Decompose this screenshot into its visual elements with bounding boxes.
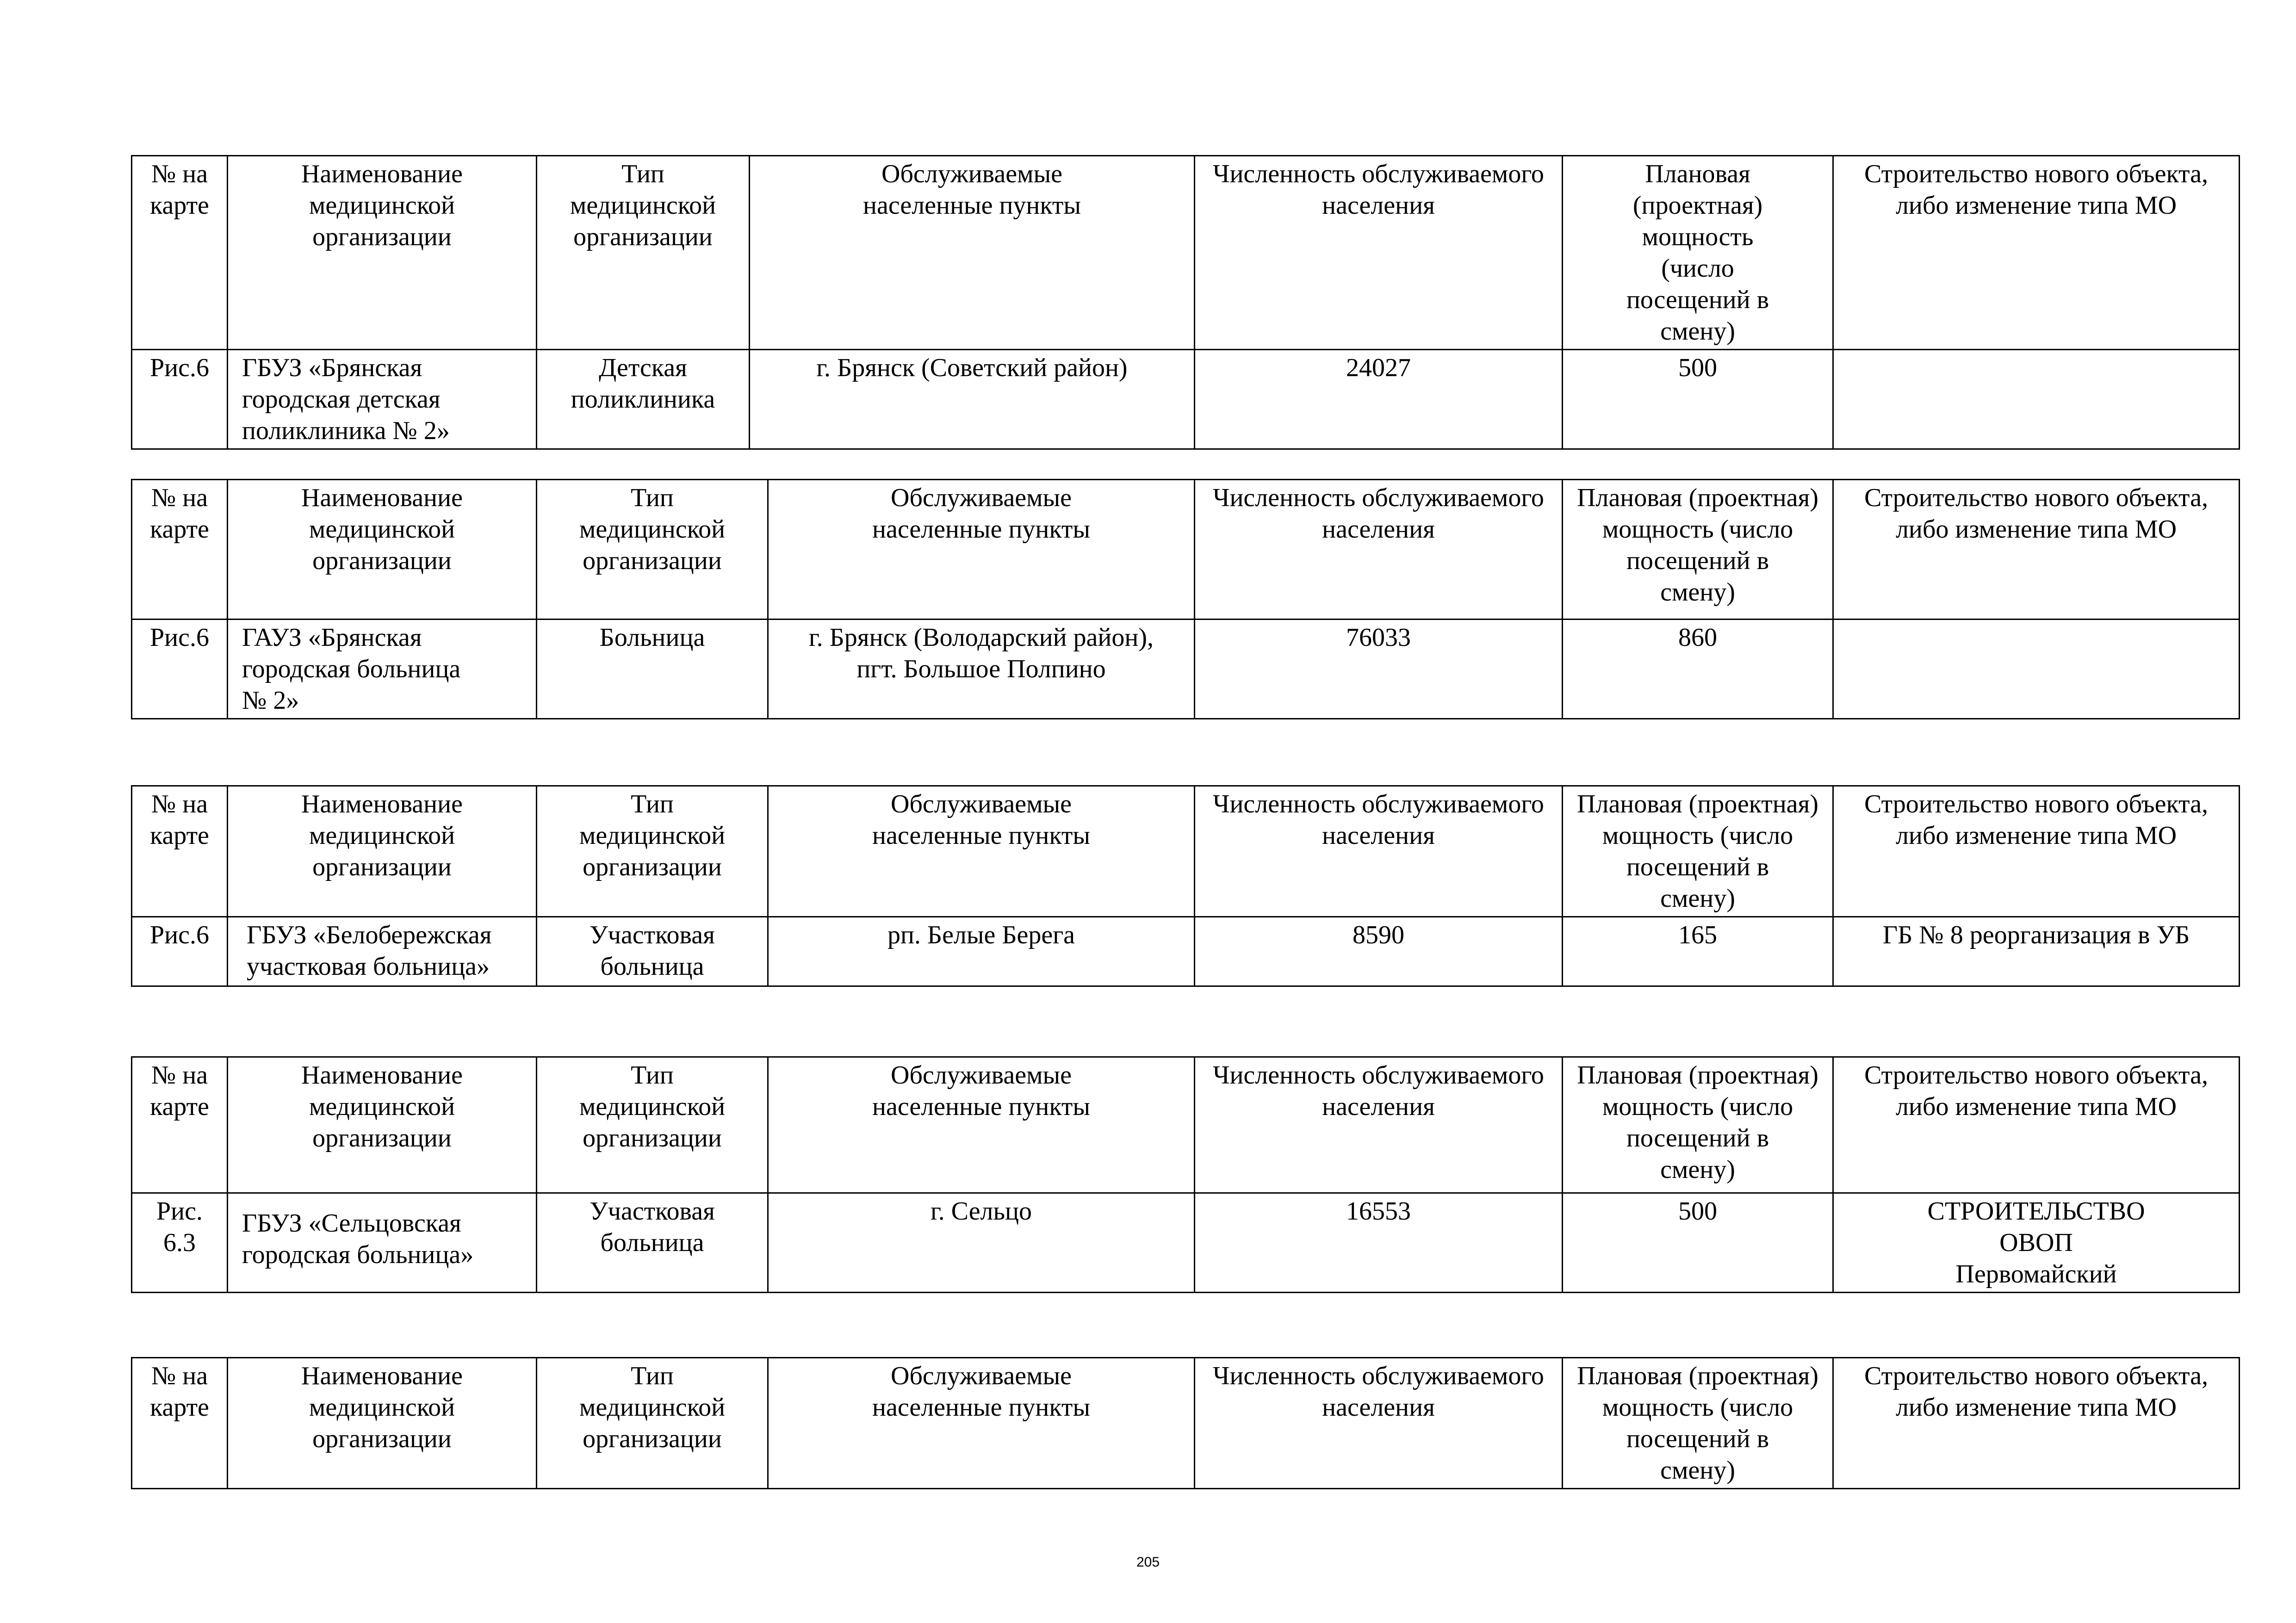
- cell-settlements: г. Сельцо: [768, 1193, 1195, 1293]
- header-capacity: [1563, 1358, 1833, 1489]
- cell-name: ГАУЗ «Брянская городская больница № 2»: [228, 619, 537, 719]
- header-capacity-line2: мощность (число посещений в смену): [1602, 821, 1793, 913]
- header-population-text: Численность обслуживаемого населения: [1213, 1362, 1544, 1422]
- cell-num: Рис. 6.3: [132, 1193, 228, 1293]
- header-num: № на карте: [132, 1057, 228, 1193]
- mo-table-1: [131, 155, 2240, 450]
- cell-settlements: рп. Белые Берега: [768, 917, 1195, 986]
- header-row: [132, 156, 2240, 350]
- header-type: Тип медицинской организации: [537, 480, 768, 619]
- page-number: 205: [1136, 1555, 1160, 1570]
- header-name: Наименование медицинской организации: [228, 480, 537, 619]
- header-construction: Строительство нового объекта, либо изменение типа МО: [1833, 156, 2240, 350]
- header-num: № на карте: [132, 1358, 228, 1489]
- cell-population: 16553: [1195, 1193, 1563, 1293]
- table-row: [132, 917, 2240, 986]
- cell-construction: [1833, 350, 2240, 449]
- header-population: [1195, 1057, 1563, 1193]
- mo-table-5: [131, 1357, 2240, 1489]
- header-type: Тип медицинской организации: [537, 786, 768, 917]
- header-name: Наименование медицинской организации: [228, 786, 537, 917]
- header-name: Наименование медицинской организации: [228, 156, 537, 350]
- table-row: [132, 619, 2240, 719]
- cell-type: Больница: [537, 619, 768, 719]
- cell-name: ГБУЗ «Белобережская участковая больница»: [228, 917, 537, 986]
- cell-population: 8590: [1195, 917, 1563, 986]
- cell-population: 76033: [1195, 619, 1563, 719]
- header-capacity-line1: Плановая (проектная): [1577, 483, 1818, 512]
- header-population: [1195, 156, 1563, 350]
- header-row: [132, 480, 2240, 619]
- header-population-text: Численность обслуживаемого населения: [1213, 160, 1544, 220]
- header-capacity-line2: мощность (число посещений в смену): [1602, 1092, 1793, 1184]
- cell-name: ГБУЗ «Брянская городская детская поликлиника № 2»: [228, 350, 537, 449]
- cell-capacity: 165: [1563, 917, 1833, 986]
- construction-line1: СТРОИТЕЛЬСТВО: [1927, 1197, 2145, 1226]
- construction-line2: ОВОП: [1999, 1228, 2073, 1257]
- cell-construction: ГБ № 8 реорганизация в УБ: [1833, 917, 2240, 986]
- mo-table-3: [131, 785, 2240, 987]
- cell-capacity: 500: [1563, 1193, 1833, 1293]
- header-population-text: Численность обслуживаемого населения: [1213, 483, 1544, 544]
- cell-settlements: г. Брянск (Советский район): [750, 350, 1195, 449]
- header-capacity: [1563, 786, 1833, 917]
- header-name: Наименование медицинской организации: [228, 1358, 537, 1489]
- header-construction: Строительство нового объекта, либо изменение типа МО: [1833, 1358, 2240, 1489]
- header-settlements: Обслуживаемые населенные пункты: [750, 156, 1195, 350]
- header-settlements: Обслуживаемые населенные пункты: [768, 786, 1195, 917]
- table-row: [132, 350, 2240, 449]
- header-type: Тип медицинской организации: [537, 1358, 768, 1489]
- header-num: № на карте: [132, 786, 228, 917]
- cell-type: Детская поликлиника: [537, 350, 750, 449]
- header-capacity-line1: Плановая (проектная): [1577, 1362, 1818, 1390]
- header-population: [1195, 786, 1563, 917]
- cell-construction: [1833, 619, 2240, 719]
- cell-population: 24027: [1195, 350, 1563, 449]
- mo-table-2: [131, 479, 2240, 719]
- header-population: [1195, 480, 1563, 619]
- header-num: № на карте: [132, 480, 228, 619]
- header-type: Тип медицинской организации: [537, 156, 750, 350]
- cell-settlements: г. Брянск (Володарский район), пгт. Большое Полпино: [768, 619, 1195, 719]
- header-row: [132, 1358, 2240, 1489]
- header-capacity-line2: мощность (число посещений в смену): [1602, 515, 1793, 607]
- header-construction: Строительство нового объекта, либо изменение типа МО: [1833, 480, 2240, 619]
- mo-table-4: [131, 1056, 2240, 1293]
- cell-construction: [1833, 1193, 2240, 1293]
- header-num: № на карте: [132, 156, 228, 350]
- header-population: [1195, 1358, 1563, 1489]
- header-construction: Строительство нового объекта, либо изменение типа МО: [1833, 786, 2240, 917]
- table-row: [132, 1193, 2240, 1293]
- cell-type: Участковая больница: [537, 917, 768, 986]
- header-construction: Строительство нового объекта, либо изменение типа МО: [1833, 1057, 2240, 1193]
- header-settlements: Обслуживаемые населенные пункты: [768, 1358, 1195, 1489]
- header-capacity: [1563, 480, 1833, 619]
- header-settlements: Обслуживаемые населенные пункты: [768, 1057, 1195, 1193]
- header-capacity: Плановая (проектная) мощность (число посещений в смену): [1563, 156, 1833, 350]
- cell-num: Рис.6: [132, 619, 228, 719]
- header-capacity-line1: Плановая (проектная): [1577, 1061, 1818, 1090]
- header-population-text: Численность обслуживаемого населения: [1213, 1061, 1544, 1121]
- cell-name: ГБУЗ «Сельцовская городская больница»: [228, 1193, 537, 1293]
- cell-capacity: 500: [1563, 350, 1833, 449]
- header-settlements: Обслуживаемые населенные пункты: [768, 480, 1195, 619]
- header-name: Наименование медицинской организации: [228, 1057, 537, 1193]
- header-type: Тип медицинской организации: [537, 1057, 768, 1193]
- cell-num: Рис.6: [132, 917, 228, 986]
- header-capacity: [1563, 1057, 1833, 1193]
- cell-num: Рис.6: [132, 350, 228, 449]
- cell-capacity: 860: [1563, 619, 1833, 719]
- header-row: [132, 1057, 2240, 1193]
- header-row: [132, 786, 2240, 917]
- cell-type: Участковая больница: [537, 1193, 768, 1293]
- header-capacity-line2: мощность (число посещений в смену): [1602, 1393, 1793, 1485]
- construction-line3: Первомайский: [1955, 1260, 2117, 1288]
- header-capacity-line1: Плановая (проектная): [1577, 790, 1818, 818]
- header-population-text: Численность обслуживаемого населения: [1213, 790, 1544, 850]
